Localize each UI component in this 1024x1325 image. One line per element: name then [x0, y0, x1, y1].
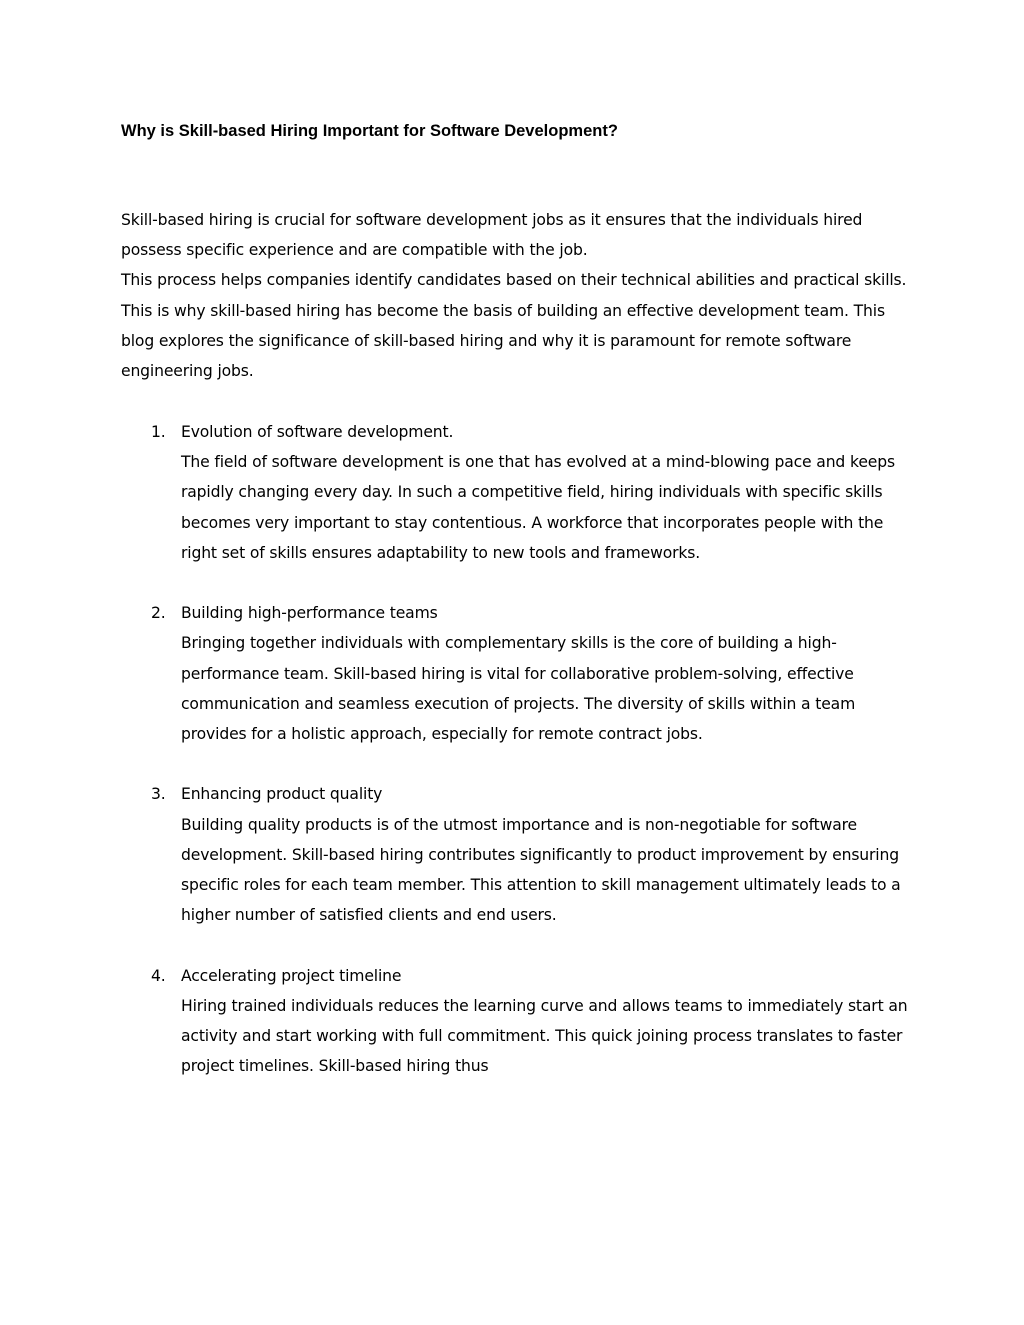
list-item-heading: Building high-performance teams	[181, 604, 438, 623]
list-item	[121, 598, 921, 749]
list-item	[121, 961, 921, 1082]
list-item-heading: Enhancing product quality	[181, 785, 383, 804]
list-item-number: 2.	[151, 604, 166, 623]
list-item-number: 4.	[151, 966, 166, 985]
list-item-heading: Evolution of software development.	[181, 423, 454, 441]
list-item-heading: Accelerating project timeline	[181, 966, 402, 985]
list-item	[121, 779, 921, 930]
list-item-number: 1.	[151, 423, 166, 441]
list-item-text: Hiring trained individuals reduces the learning curve and allows teams to immediately start an activity and start working with full commitment. This quick joining process translates to faster project timelines. Skill-based hiring thus	[181, 996, 908, 1076]
intro-section	[121, 205, 921, 386]
intro-paragraph: This process helps companies identify candidates based on their technical abilities and practical skills. This is why skill-based hiring has become the basis of building an effective development team. This blog explores the significance of skill-based hiring and why it is paramount for remote software engineering jobs.	[121, 271, 907, 381]
list-item-text: Bringing together individuals with complementary skills is the core of building a high-performance team. Skill-based hiring is vital for collaborative problem-solving, effective communication and seamless execution of projects. The diversity of skills within a team provides for a holistic approach, especially for remote contract jobs.	[181, 634, 856, 744]
list-item-text: The field of software development is one that has evolved at a mind-blowing pace and keeps rapidly changing every day. In such a competitive field, hiring individuals with specific skills becomes very important to stay contentious. A workforce that incorporates people with the right set of skills ensures adaptability to new tools and frameworks.	[181, 453, 895, 562]
numbered-list	[121, 417, 921, 1112]
list-item-number: 3.	[151, 785, 166, 804]
list-item	[121, 417, 921, 568]
intro-paragraph: Skill-based hiring is crucial for software development jobs as it ensures that the individuals hired possess specific experience and are compatible with the job.	[121, 211, 863, 260]
list-item-text: Building quality products is of the utmost importance and is non-negotiable for software development. Skill-based hiring contributes significantly to product improvement by ensuring specific roles for each team member. This attention to skill management ultimately leads to a higher number of satisfied clients and end users.	[181, 815, 901, 925]
document-title: Why is Skill-based Hiring Important for Software Development?	[121, 122, 618, 140]
